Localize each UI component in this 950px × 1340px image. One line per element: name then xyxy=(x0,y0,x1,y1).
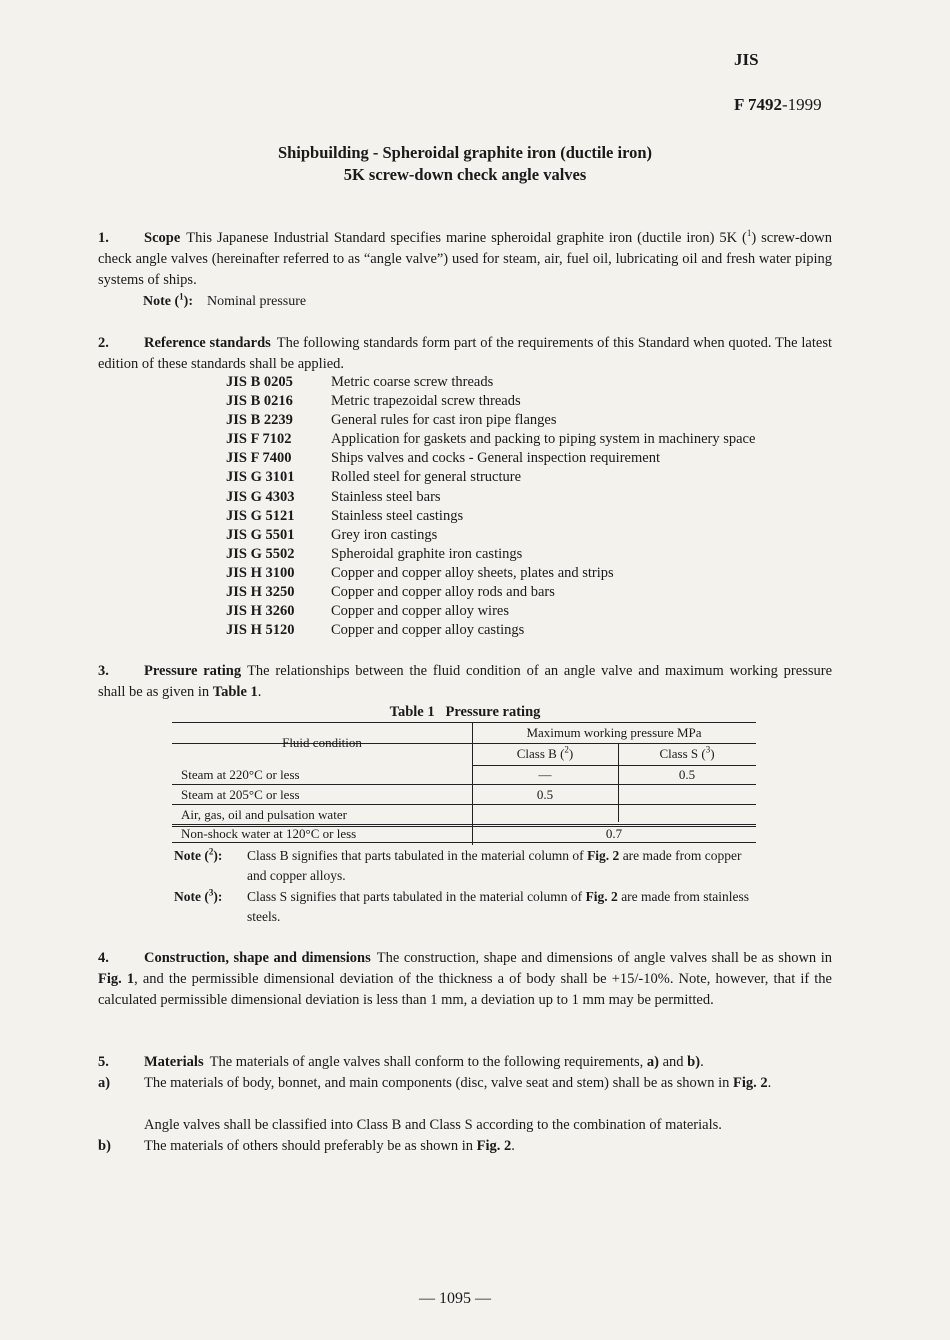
row-label: Air, gas, oil and pulsation water xyxy=(181,807,347,822)
note-text: Class B signifies that parts tabulated in the material column of Fig. 2 are made from copper and copper alloys. xyxy=(247,848,742,883)
reference-title: Application for gaskets and packing to piping system in machinery space xyxy=(331,431,756,448)
section-reference-standards xyxy=(98,333,832,375)
reference-list xyxy=(226,373,755,640)
section-heading: Construction, shape and dimensions xyxy=(144,950,371,966)
reference-row xyxy=(226,564,755,583)
reference-title: Spheroidal graphite iron castings xyxy=(331,545,523,562)
value-class-b-row1: — xyxy=(538,767,552,782)
col-header-max-pressure: Maximum working pressure MPa xyxy=(526,725,702,740)
section-number: 2. xyxy=(98,335,109,351)
section-number: 3. xyxy=(98,663,109,679)
reference-code: JIS H 5120 xyxy=(226,622,295,639)
figure-ref: Fig. 1 xyxy=(98,971,135,987)
reference-title: Metric coarse screw threads xyxy=(331,374,494,390)
section-text: ) screw-down check angle valves (hereinafter referred to as “angle valve”) used for steam, air, fuel oil, lubricating oil and fresh water piping systems of ships. xyxy=(98,230,832,288)
table-rule xyxy=(172,804,756,805)
note-text: Class S signifies that parts tabulated in the material column of Fig. 2 are made from stainless steels. xyxy=(247,889,750,924)
reference-code: JIS F 7400 xyxy=(226,450,292,467)
note-label: Note ($^3$): xyxy=(174,887,223,904)
col-header-class-s: Class S ($^3$) xyxy=(659,744,715,761)
title-line-2: 5K screw-down check angle valves xyxy=(343,165,587,184)
document-title xyxy=(0,142,930,186)
reference-title: Grey iron castings xyxy=(331,526,438,543)
reference-title: General rules for cast iron pipe flanges xyxy=(331,412,557,429)
item-text: Angle valves shall be classified into Class B and Class S according to the combination of materials. xyxy=(144,1117,722,1133)
reference-title: Metric trapezoidal screw threads xyxy=(331,393,521,410)
page-number: — 1095 — xyxy=(419,1290,491,1307)
header-standard-number xyxy=(734,95,822,115)
reference-code: JIS G 5502 xyxy=(226,545,295,562)
section-construction xyxy=(98,948,832,1011)
header-jis: JIS xyxy=(734,50,759,69)
reference-code: JIS G 4303 xyxy=(226,488,295,505)
materials-item-a-extra xyxy=(98,1115,832,1136)
value-class-s-rows1-3: 0.5 xyxy=(678,767,696,782)
reference-title: Copper and copper alloy sheets, plates and strips xyxy=(331,564,614,581)
section-text: The following standards form part of the requirements of this Standard when quoted. The latest edition of these standards shall be applied. xyxy=(98,335,832,372)
section-heading: Reference standards xyxy=(144,335,271,351)
reference-row xyxy=(226,449,755,468)
reference-code: JIS B 0216 xyxy=(226,393,293,410)
footnote-ref: 1 xyxy=(746,228,752,239)
section-heading: Pressure rating xyxy=(144,663,242,679)
reference-row xyxy=(226,545,755,564)
reference-code: JIS H 3100 xyxy=(226,564,295,581)
table-ref: Table 1 xyxy=(212,684,258,700)
table-note-3 xyxy=(174,887,764,927)
reference-row xyxy=(226,373,755,392)
section-number: 5. xyxy=(98,1054,109,1070)
reference-code: JIS G 5501 xyxy=(226,526,295,543)
reference-row xyxy=(226,488,755,507)
row-label: Non-shock water at 120°C or less xyxy=(181,826,357,841)
note-label: Note ($^2$): xyxy=(174,846,223,863)
reference-row xyxy=(226,621,755,640)
pressure-rating-table xyxy=(172,722,756,841)
section-number: 1. xyxy=(98,230,109,246)
section-pressure-rating: 3. Pressure rating The relationships between the fluid condition of an angle valve and maximum working pressure shall be as given in Table 1. xyxy=(98,663,832,700)
reference-title: Copper and copper alloy wires xyxy=(331,603,509,620)
reference-title: Rolled steel for general structure xyxy=(331,469,522,486)
materials-item-a xyxy=(98,1073,832,1094)
reference-code: JIS H 3260 xyxy=(226,603,295,620)
note-text: Nominal pressure xyxy=(206,294,307,309)
reference-code: JIS H 3250 xyxy=(226,584,295,601)
section-text: The relationships between the fluid condition of an angle valve and maximum working pressure shall be as given in xyxy=(98,663,832,700)
section-heading: Materials xyxy=(144,1054,204,1070)
value-row4: 0.7 xyxy=(605,826,623,841)
title-line-1: Shipbuilding - Spheroidal graphite iron (ductile iron) xyxy=(277,143,653,162)
reference-row xyxy=(226,507,755,526)
reference-code: JIS B 2239 xyxy=(226,412,293,429)
section-text: , and the permissible dimensional deviation of the thickness a of body shall be +15/-10%. Note, however, that if the calculated permissible dimensional deviation is less than 1 mm, a deviation up to 1 mm may be permitted. xyxy=(98,971,832,1008)
reference-code: JIS B 0205 xyxy=(226,374,293,390)
note-label: Note ($^1$): xyxy=(143,291,193,309)
standard-year: -1999 xyxy=(782,95,822,114)
reference-row xyxy=(226,430,755,449)
reference-title: Stainless steel castings xyxy=(331,507,464,524)
item-marker: b) xyxy=(98,1138,111,1154)
section-text: The construction, shape and dimensions of angle valves shall be as shown in xyxy=(376,950,832,966)
item-marker: a) xyxy=(98,1075,111,1091)
reference-row xyxy=(226,411,755,430)
reference-row xyxy=(226,583,755,602)
row-label: Steam at 205°C or less xyxy=(181,787,300,802)
materials-item-b xyxy=(98,1136,832,1157)
value-class-b-rows2-3: 0.5 xyxy=(536,787,554,802)
reference-row xyxy=(226,602,755,621)
reference-row xyxy=(226,526,755,545)
col-header-fluid: Fluid condition xyxy=(282,735,362,750)
section-number: 4. xyxy=(98,950,109,966)
table-title: Table 1 Pressure rating xyxy=(389,704,541,720)
reference-row xyxy=(226,392,755,411)
table-note-2 xyxy=(174,846,764,886)
reference-title: Copper and copper alloy castings xyxy=(331,622,525,639)
item-text: The materials of others should preferably be as shown in Fig. 2. xyxy=(144,1138,515,1154)
reference-code: JIS F 7102 xyxy=(226,431,292,448)
reference-title: Ships valves and cocks - General inspection requirement xyxy=(331,450,660,467)
reference-code: JIS G 3101 xyxy=(226,469,295,486)
section-materials: 5. Materials The materials of angle valves shall conform to the following requirements, a) and b). xyxy=(98,1052,832,1073)
reference-row xyxy=(226,468,755,487)
item-text: The materials of body, bonnet, and main components (disc, valve seat and stem) shall be as shown in Fig. 2. xyxy=(144,1075,772,1091)
section-heading: Scope xyxy=(144,230,181,246)
row-label: Steam at 220°C or less xyxy=(181,767,300,782)
section-text: This Japanese Industrial Standard specifies marine spheroidal graphite iron (ductile iron) 5K ( xyxy=(186,230,747,246)
reference-title: Stainless steel bars xyxy=(331,488,441,505)
table-rule xyxy=(172,784,756,785)
reference-title: Copper and copper alloy rods and bars xyxy=(331,584,555,601)
reference-code: JIS G 5121 xyxy=(226,507,295,524)
col-header-class-b: Class B ($^2$) xyxy=(516,744,574,761)
section-scope xyxy=(98,228,832,291)
standard-code: F 7492 xyxy=(734,95,783,114)
note-1 xyxy=(143,292,306,312)
